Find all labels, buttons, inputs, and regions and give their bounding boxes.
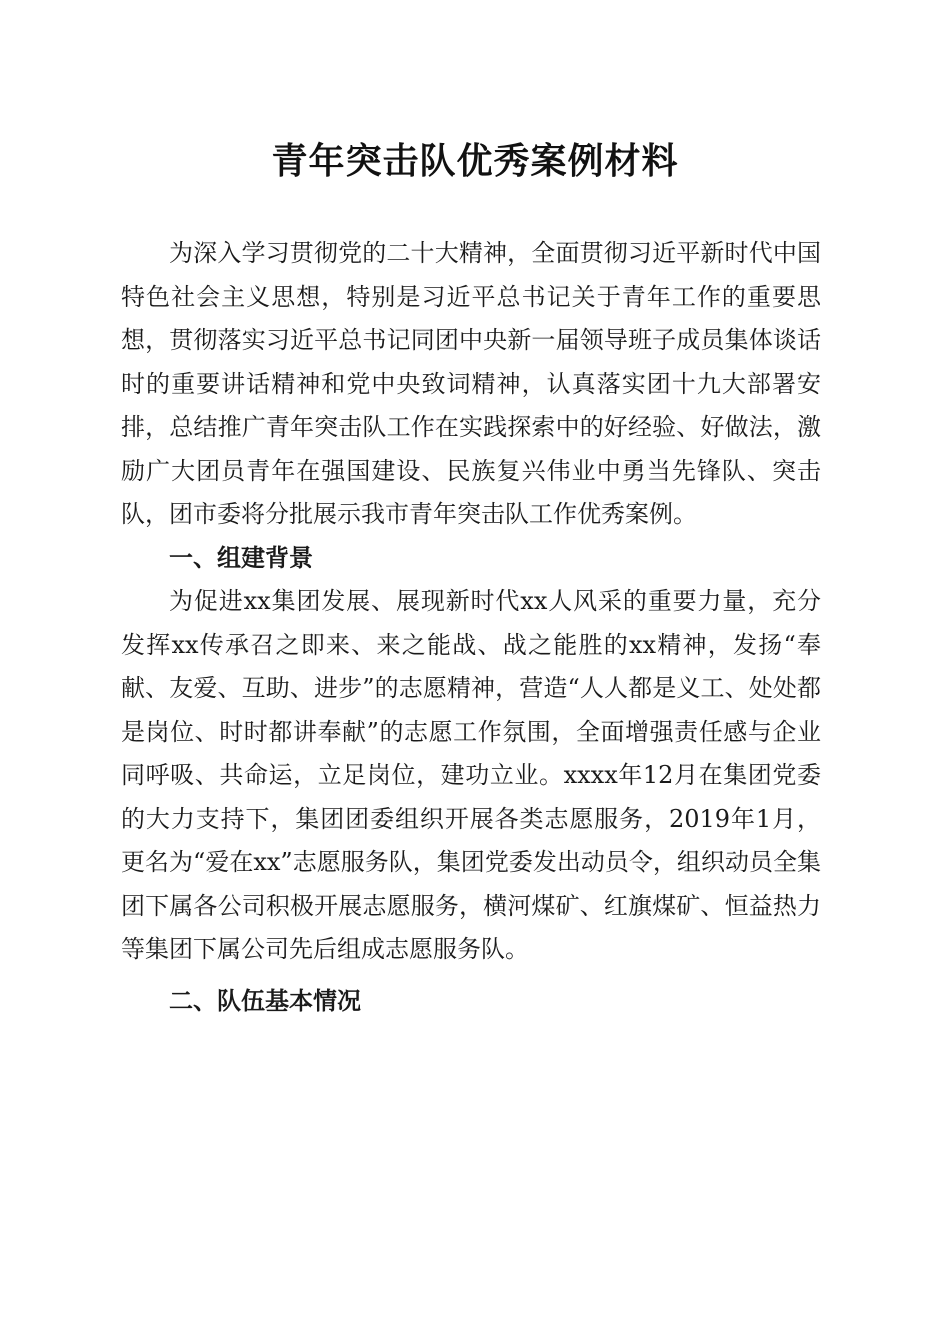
intro-paragraph: 为深入学习贯彻党的二十大精神，全面贯彻习近平新时代中国特色社会主义思想，特别是习近平总书记关于青年工作的重要思想，贯彻落实习近平总书记同团中央新一届领导班子成员集体谈话时的重要讲话精神和党中央致词精神，认真落实团十九大部署安排，总结推广青年突击队工作在实践探索中的好经验、好做法，激励广大团员青年在强国建设、民族复兴伟业中勇当先锋队、突击队，团市委将分批展示我市青年突击队工作优秀案例。 xyxy=(121,239,821,528)
document-title: 青年突击队优秀案例材料 xyxy=(271,140,679,182)
section-heading-background: 一、组建背景 xyxy=(169,543,313,572)
background-paragraph: 为促进xx集团发展、展现新时代xx人风采的重要力量，充分发挥xx传承召之即来、来之能战、战之能胜的xx精神，发扬“奉献、友爱、互助、进步”的志愿精神，营造“人人都是义工、处处都是岗位、时时都讲奉献”的志愿工作氛围，全面增强责任感与企业同呼吸、共命运，立足岗位，建功立业。xxxx年12月在集团党委的大力支持下，集团团委组织开展各类志愿服务，2019年1月，更名为“爱在xx”志愿服务队，集团党委发出动员令，组织动员全集团下属各公司积极开展志愿服务，横河煤矿、红旗煤矿、恒益热力等集团下属公司先后组成志愿服务队。 xyxy=(121,587,821,963)
document-body xyxy=(121,232,821,1023)
section-heading-team-overview: 二、队伍基本情况 xyxy=(169,986,361,1015)
